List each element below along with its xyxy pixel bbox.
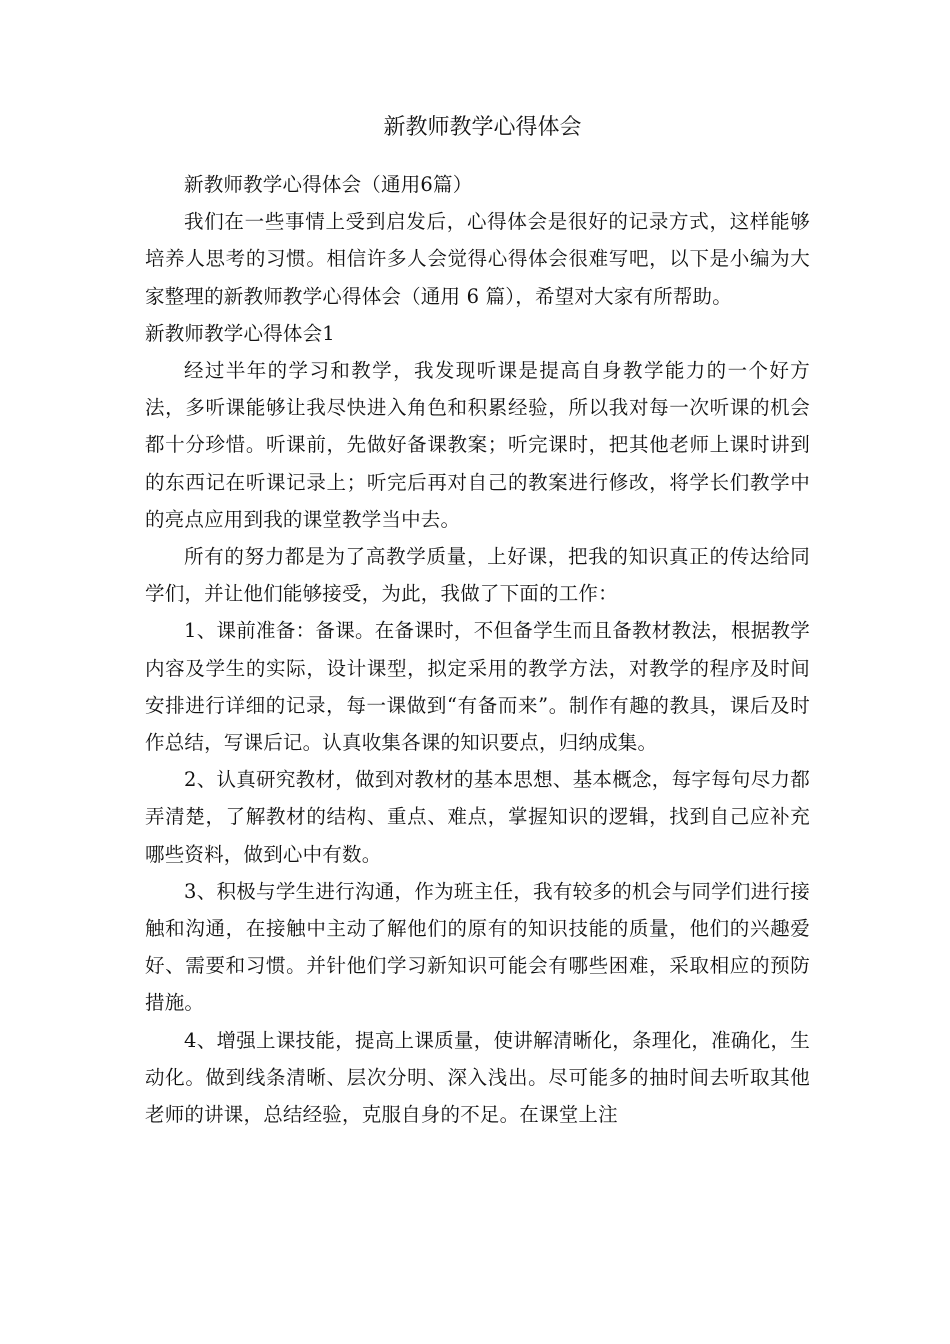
body-paragraph-1: 经过半年的学习和教学，我发现听课是提高自身教学能力的一个好方法，多听课能够让我尽快进入角色和积累经验，所以我对每一次听课的机会都十分珍惜。听课前，先做好备课教案；听完课时，把其他老师上课时讲到的东西记在听课记录上；听完后再对自己的教案进行修改，将学长们教学中的亮点应用到我的课堂教学当中去。 [145,359,810,531]
list-item-4: 4、增强上课技能，提高上课质量，使讲解清晰化，条理化，准确化，生动化。做到线条清晰、层次分明、深入浅出。尽可能多的抽时间去听取其他老师的讲课，总结经验，克服自身的不足。在课堂上注 [145,1028,810,1127]
subtitle-paragraph: 新教师教学心得体会（通用6篇） [184,173,473,196]
body-paragraph-2: 所有的努力都是为了高教学质量，上好课，把我的知识真正的传达给同学们，并让他们能够接受，为此，我做了下面的工作： [145,545,810,606]
list-item-1: 1、课前准备：备课。在备课时，不但备学生而且备教材教法，根据教学内容及学生的实际，设计课型，拟定采用的教学方法，对教学的程序及时间安排进行详细的记录，每一课做到“有备而来”。制作有趣的教具，课后及时作总结，写课后记。认真收集各课的知识要点，归纳成集。 [145,619,810,755]
section-heading-1: 新教师教学心得体会1 [145,321,335,345]
document-title: 新教师教学心得体会 [383,115,582,140]
list-item-2: 2、认真研究教材，做到对教材的基本思想、基本概念，每字每句尽力都弄清楚，了解教材的结构、重点、难点，掌握知识的逻辑，找到自己应补充哪些资料，做到心中有数。 [145,768,810,866]
intro-paragraph: 我们在一些事情上受到启发后，心得体会是很好的记录方式，这样能够培养人思考的习惯。相信许多人会觉得心得体会很难写吧，以下是小编为大家整理的新教师教学心得体会（通用 6 篇），希望对大家有所帮助。 [145,210,810,308]
list-item-3: 3、积极与学生进行沟通，作为班主任，我有较多的机会与同学们进行接触和沟通，在接触中主动了解他们的原有的知识技能的质量，他们的兴趣爱好、需要和习惯。并针他们学习新知识可能会有哪些困难，采取相应的预防措施。 [145,879,810,1015]
document-page [145,100,810,1133]
